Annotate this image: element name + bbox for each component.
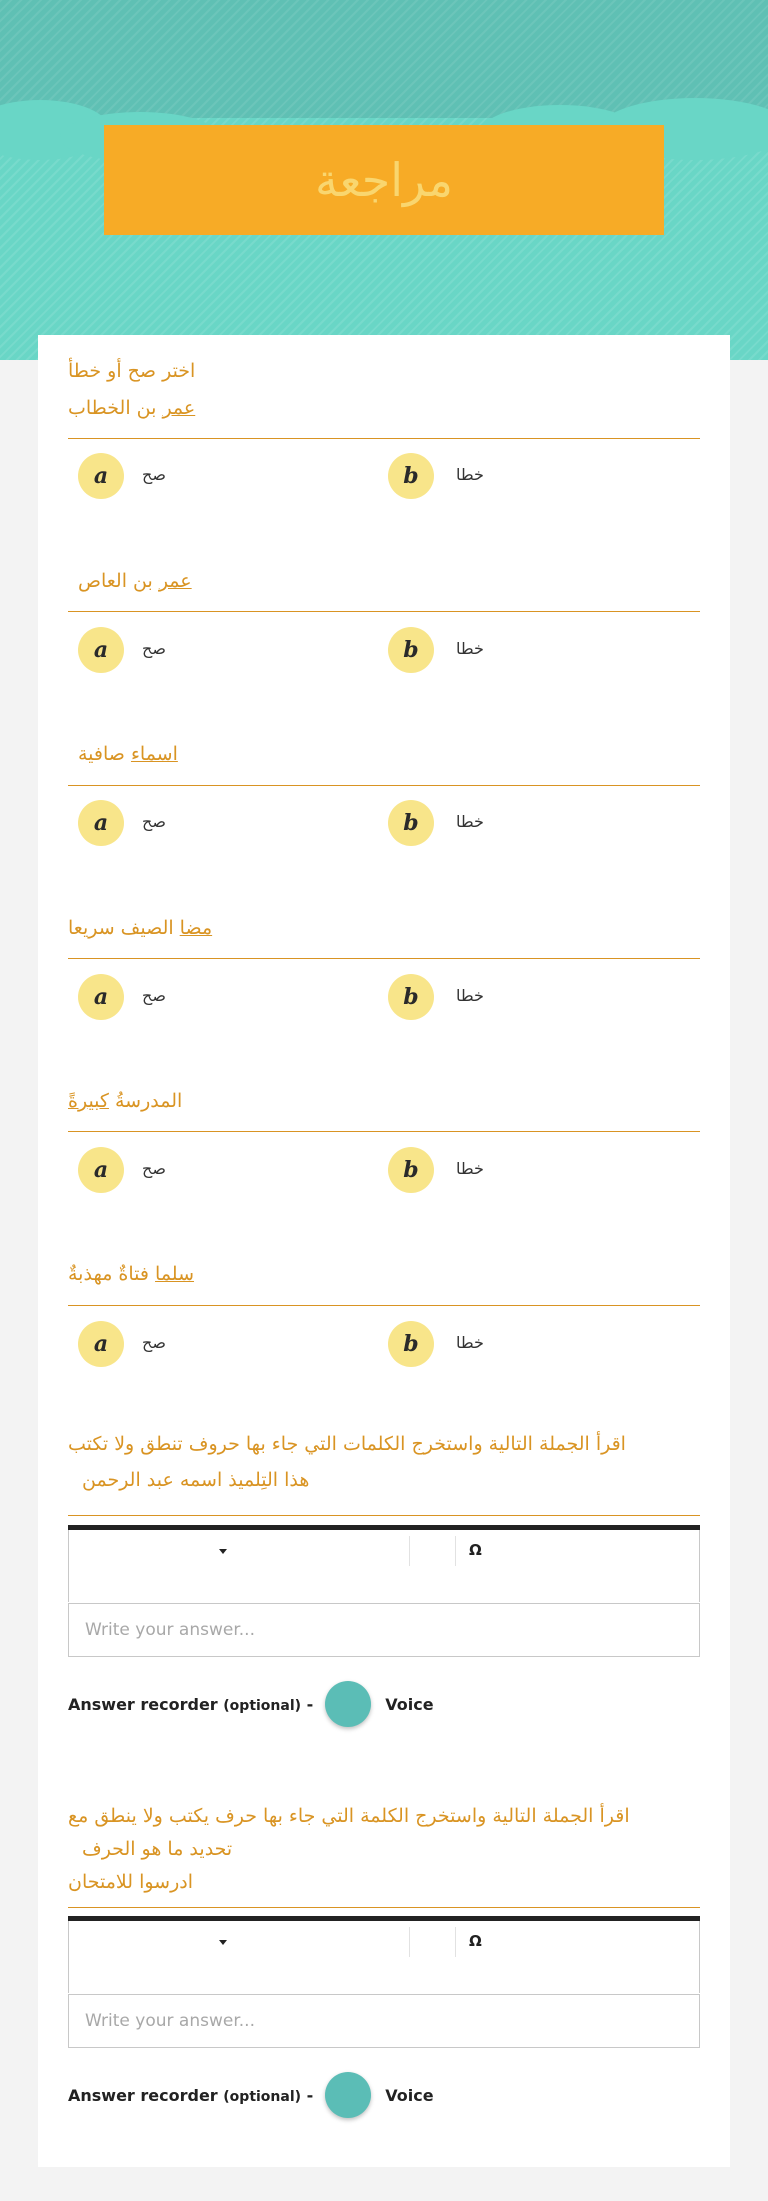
open-question-2-line-2: تحديد ما هو الحرف (82, 1838, 233, 1860)
open-question-1-line-1: اقرأ الجملة التالية واستخرج الكلمات التي جاء بها حروف تنطق ولا تكتب (68, 1433, 626, 1455)
option-a-label[interactable]: صح (142, 1159, 166, 1178)
option-a-button[interactable]: a (78, 800, 124, 846)
special-char-icon[interactable]: Ω (469, 1932, 482, 1950)
option-a-label[interactable]: صح (142, 986, 166, 1005)
open-question-2-line-3: ادرسوا للامتحان (68, 1871, 194, 1893)
option-b-label[interactable]: خطا (456, 1159, 484, 1178)
question-4-text: مضا الصيف سريعا (68, 917, 213, 939)
option-a-label[interactable]: صح (142, 812, 166, 831)
dropdown-caret-icon[interactable] (219, 1549, 227, 1554)
editor-toolbar (68, 1925, 700, 1959)
page-title: مراجعة (314, 153, 454, 207)
section-instruction: اختر صح أو خطأ (68, 360, 196, 382)
question-6-text: سلما فتاةٌ مهذبةٌ (68, 1263, 195, 1285)
voice-label: Voice (385, 2085, 434, 2105)
option-a-button[interactable]: a (78, 453, 124, 499)
option-b-button[interactable]: b (388, 453, 434, 499)
option-a-label[interactable]: صح (142, 639, 166, 658)
divider (68, 1515, 700, 1516)
special-char-icon[interactable]: Ω (469, 1541, 482, 1559)
option-a-button[interactable]: a (78, 1321, 124, 1367)
divider (68, 958, 700, 959)
worksheet-card (38, 335, 730, 2167)
option-b-label[interactable]: خطا (456, 986, 484, 1005)
answer-input[interactable] (68, 1994, 700, 2048)
divider (68, 1131, 700, 1132)
option-b-button[interactable]: b (388, 800, 434, 846)
answer-recorder: Answer recorder (optional) - Voice (68, 2072, 434, 2118)
divider (68, 438, 700, 439)
open-question-2-line-1: اقرأ الجملة التالية واستخرج الكلمة التي جاء بها حرف يكتب ولا ينطق مع (68, 1805, 630, 1827)
answer-recorder: Answer recorder (optional) - Voice (68, 1681, 434, 1727)
divider (68, 1907, 700, 1908)
question-3-text: اسماء صافية (78, 743, 178, 765)
voice-label: Voice (385, 1694, 434, 1714)
option-b-button[interactable]: b (388, 974, 434, 1020)
divider (68, 611, 700, 612)
option-b-button[interactable]: b (388, 1321, 434, 1367)
dropdown-caret-icon[interactable] (219, 1940, 227, 1945)
toolbar-separator (409, 1536, 410, 1566)
toolbar-separator (455, 1927, 456, 1957)
option-a-button[interactable]: a (78, 627, 124, 673)
recorder-label: Answer recorder (68, 1694, 218, 1714)
option-b-label[interactable]: خطا (456, 812, 484, 831)
record-button[interactable] (325, 1681, 371, 1727)
option-a-button[interactable]: a (78, 1147, 124, 1193)
record-button[interactable] (325, 2072, 371, 2118)
option-a-label[interactable]: صح (142, 1333, 166, 1352)
answer-input[interactable] (68, 1603, 700, 1657)
open-question-1-line-2: هذا التِلميذ اسمه عبد الرحمن (82, 1469, 310, 1491)
option-b-button[interactable]: b (388, 627, 434, 673)
option-b-button[interactable]: b (388, 1147, 434, 1193)
question-1-text: عمر بن الخطاب (68, 397, 196, 419)
option-a-button[interactable]: a (78, 974, 124, 1020)
recorder-optional: (optional) (223, 1697, 302, 1714)
toolbar-separator (409, 1927, 410, 1957)
divider (68, 1305, 700, 1306)
toolbar-separator (455, 1536, 456, 1566)
question-2-text: عمر بن العاص (78, 570, 192, 592)
option-b-label[interactable]: خطا (456, 465, 484, 484)
editor-toolbar (68, 1534, 700, 1568)
question-5-text: المدرسةُ كبيرةً (68, 1090, 183, 1112)
divider (68, 785, 700, 786)
page-title-banner (104, 125, 664, 235)
option-a-label[interactable]: صح (142, 465, 166, 484)
option-b-label[interactable]: خطا (456, 639, 484, 658)
recorder-label: Answer recorder (68, 2085, 218, 2105)
option-b-label[interactable]: خطا (456, 1333, 484, 1352)
recorder-optional: (optional) (223, 2088, 302, 2105)
